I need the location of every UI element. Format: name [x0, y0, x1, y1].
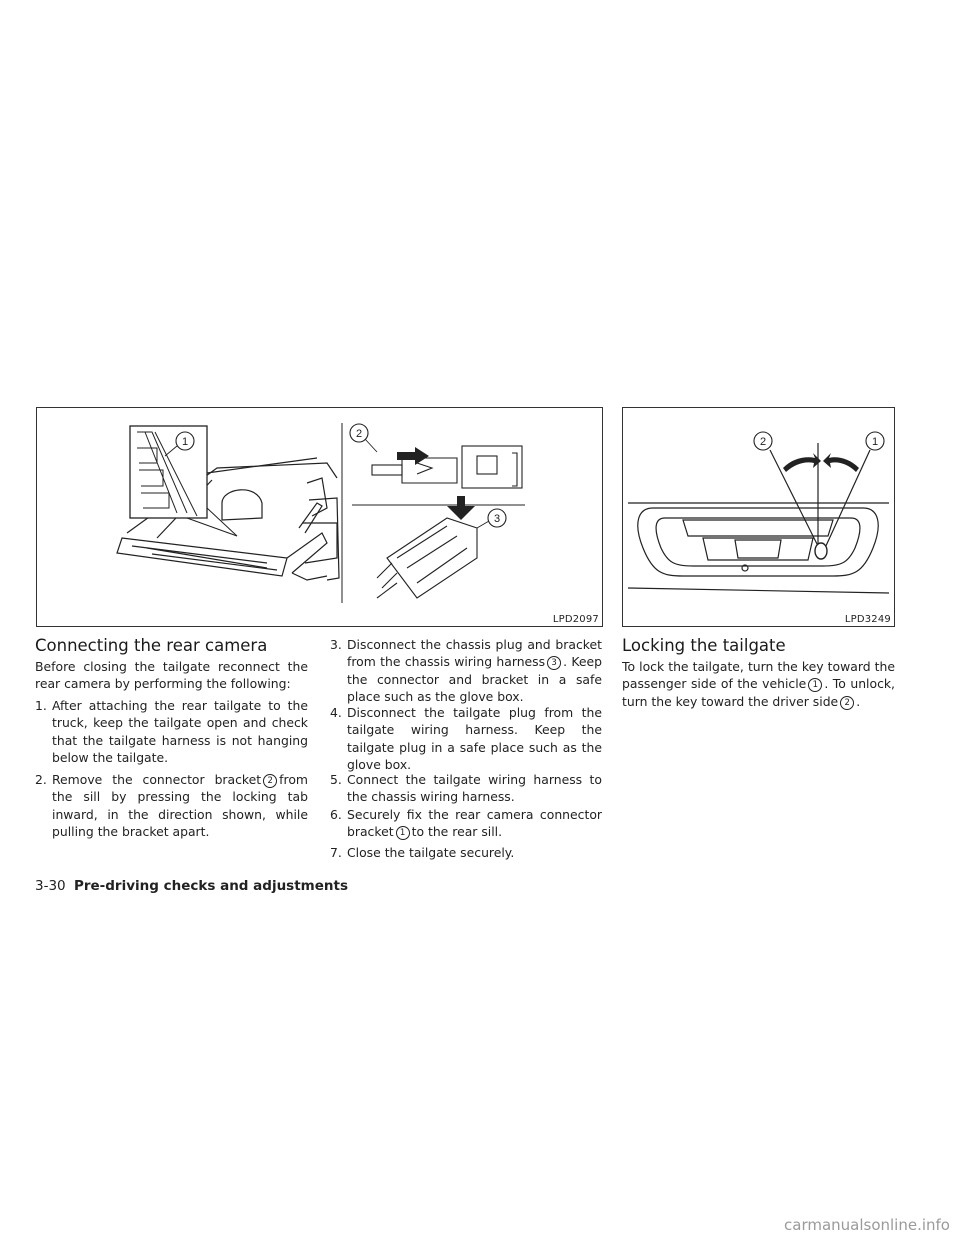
ref-badge-3: 3 [547, 656, 561, 670]
watermark-text: carmanualsonline.info [784, 1216, 950, 1234]
page-footer [35, 878, 348, 894]
section-heading-locking-tailgate: Locking the tailgate [622, 636, 786, 655]
step-3: 3. Disconnect the chassis plug and bracket from the chassis wiring harness 3 . Keep the connector and bracket in a safe place such as the glove box. [330, 637, 602, 705]
callout-2-right [754, 432, 772, 450]
step-7: 7. Close the tailgate securely. [330, 845, 515, 860]
callout-1-right [866, 432, 884, 450]
section-heading-rear-camera: Connecting the rear camera [35, 636, 268, 655]
locking-paragraph: To lock the tailgate, turn the key toward the passenger side of the vehicle 1 . To unlock, turn the key toward the driver side 2 . [622, 659, 895, 709]
figure-code-right: LPD3249 [844, 614, 891, 625]
ref-badge-lock-1: 1 [808, 678, 822, 692]
truck-bed-illustration [37, 408, 602, 626]
figure-rear-camera-connection [36, 407, 603, 627]
step-5: 5. Connect the tailgate wiring harness to the chassis wiring harness. [330, 772, 602, 805]
step-1: 1. After attaching the rear tailgate to the truck, keep the tailgate open and check that the tailgate harness is not hanging below the tailgate. [35, 698, 308, 766]
step-6: 6. Securely fix the rear camera connector bracket 1 to the rear sill. [330, 807, 602, 840]
svg-text:1: 1 [181, 436, 189, 448]
step-2: 2. Remove the connector bracket 2 from the sill by pressing the locking tab inward, in the direction shown, while pulling the bracket apart. [35, 772, 308, 840]
ref-badge-2: 2 [263, 774, 277, 788]
figure-code-left: LPD2097 [552, 614, 599, 625]
intro-paragraph: Before closing the tailgate reconnect the rear camera by performing the following: [35, 659, 308, 692]
svg-text:1: 1 [871, 436, 879, 448]
svg-text:3: 3 [493, 513, 501, 525]
callout-2-left [350, 424, 377, 452]
tailgate-handle-illustration [623, 408, 894, 626]
svg-text:2: 2 [759, 436, 767, 448]
footer-section-title: Pre-driving checks and adjustments [73, 878, 348, 894]
ref-badge-1: 1 [396, 826, 410, 840]
page-number: 3-30 [35, 878, 66, 894]
svg-text:2: 2 [355, 428, 363, 440]
step-4: 4. Disconnect the tailgate plug from the tailgate wiring harness. Keep the tailgate plug in a safe place such as the glove box. [330, 705, 602, 773]
ref-badge-lock-2: 2 [840, 696, 854, 710]
figure-tailgate-lock [622, 407, 895, 627]
callout-3-left [477, 509, 506, 528]
